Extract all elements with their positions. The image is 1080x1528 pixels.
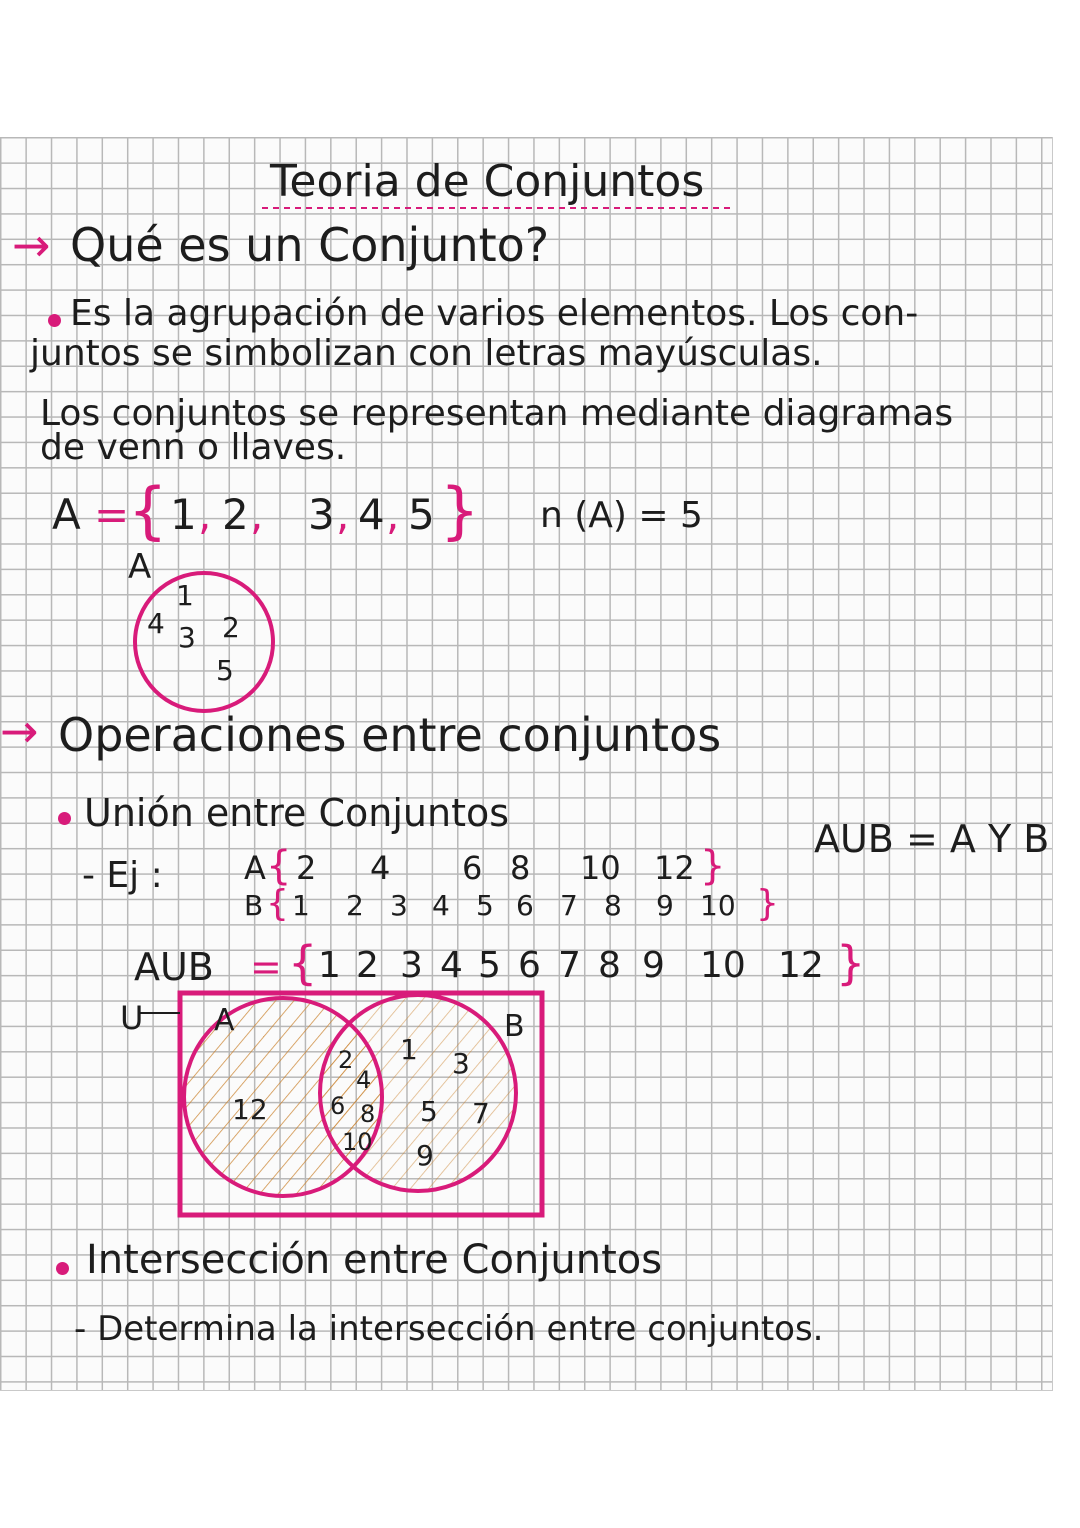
venn-only-b-element: 7 <box>472 1097 490 1130</box>
set-a-element: 5 <box>408 490 435 539</box>
union-set-a-label: A <box>244 849 266 887</box>
set-a-element: 1 <box>170 490 197 539</box>
definition-line-4: de venn o llaves. <box>40 427 347 468</box>
union-set-b-element: 9 <box>656 889 674 922</box>
comma-icon: , <box>198 490 212 539</box>
venn-both-element: 4 <box>356 1066 372 1094</box>
venn-a-element: 5 <box>216 654 234 687</box>
left-brace-icon: { <box>288 936 318 990</box>
definition-line-2: juntos se simbolizan con letras mayúsculas. <box>30 333 823 374</box>
union-set-a-element: 4 <box>370 849 391 887</box>
set-a-element: 4 <box>358 490 385 539</box>
left-brace-icon: { <box>128 474 168 547</box>
union-set-b-element: 6 <box>516 889 534 922</box>
definition-line-1: Es la agrupación de varios elementos. Los con- <box>70 293 919 334</box>
venn-a-element: 2 <box>222 611 240 644</box>
union-heading: Unión entre Conjuntos <box>84 791 510 835</box>
venn-both-element: 10 <box>342 1128 373 1156</box>
union-set-b-element: 10 <box>700 889 736 922</box>
comma-icon: , <box>336 490 350 539</box>
union-definition: AUB = A Y B <box>814 817 1050 861</box>
right-brace-icon: } <box>756 883 779 924</box>
union-result-element: 5 <box>478 945 501 986</box>
venn-b-set-label: B <box>504 1009 525 1044</box>
union-set-b-element: 4 <box>432 889 450 922</box>
union-set-a-element: 8 <box>510 849 531 887</box>
venn-a-element: 3 <box>178 621 196 654</box>
arrow-right-icon: → <box>0 704 39 758</box>
universe-label: U <box>120 999 144 1037</box>
venn-both-element: 8 <box>360 1100 376 1128</box>
set-a-label: A <box>52 490 81 539</box>
comma-icon: , <box>386 490 400 539</box>
set-a-element: 3 <box>308 490 335 539</box>
venn-only-a-element: 12 <box>232 1093 268 1126</box>
definition-line-3: Los conjuntos se representan mediante diagramas <box>40 393 954 434</box>
venn-a-element: 1 <box>176 579 194 612</box>
bullet-icon <box>56 1262 69 1275</box>
union-set-b-label: B <box>244 889 264 922</box>
example-label: - Ej : <box>82 855 163 896</box>
union-result-element: 9 <box>642 945 665 986</box>
right-brace-icon: } <box>440 474 480 547</box>
set-a-element: 2 <box>222 490 249 539</box>
venn-a-set-label: A <box>214 1003 235 1038</box>
union-set-b-element: 1 <box>292 889 310 922</box>
intersection-heading: Intersección entre Conjuntos <box>86 1237 663 1283</box>
union-result-element: 1 <box>318 945 341 986</box>
union-set-a-element: 2 <box>296 849 317 887</box>
venn-both-element: 2 <box>338 1046 354 1074</box>
union-set-b-element: 7 <box>560 889 578 922</box>
union-result-element: 4 <box>440 945 463 986</box>
section2-heading: Operaciones entre conjuntos <box>58 708 722 762</box>
union-result-element: 6 <box>518 945 541 986</box>
page-title: Teoria de Conjuntos <box>270 156 705 207</box>
union-result-element: 3 <box>400 945 423 986</box>
venn-a-element: 4 <box>147 607 165 640</box>
union-result-element: 12 <box>778 945 824 986</box>
venn-only-b-element: 3 <box>452 1047 470 1080</box>
union-set-b-element: 2 <box>346 889 364 922</box>
union-result-element: 10 <box>700 945 746 986</box>
left-brace-icon: { <box>266 843 292 889</box>
section1-heading: Qué es un Conjunto? <box>70 218 550 272</box>
venn-only-b-element: 5 <box>420 1095 438 1128</box>
right-brace-icon: } <box>836 936 866 990</box>
set-a-equals: = <box>94 490 130 539</box>
right-brace-icon: } <box>700 843 726 889</box>
union-set-b-element: 5 <box>476 889 494 922</box>
union-set-b-element: 3 <box>390 889 408 922</box>
cardinality: n (A) = 5 <box>540 495 703 536</box>
union-set-a-element: 6 <box>462 849 483 887</box>
union-result-label: AUB <box>134 945 214 989</box>
union-set-a-element: 12 <box>654 849 695 887</box>
venn-only-b-element: 9 <box>416 1139 434 1172</box>
venn-a-label: A <box>128 547 152 587</box>
equals-icon: = <box>250 945 282 989</box>
comma-icon: , <box>250 490 264 539</box>
union-result-element: 7 <box>558 945 581 986</box>
left-brace-icon: { <box>266 883 289 924</box>
venn-only-b-element: 1 <box>400 1033 418 1066</box>
union-set-b-element: 8 <box>604 889 622 922</box>
intersection-description: - Determina la intersección entre conjuntos. <box>74 1309 824 1349</box>
union-set-a-element: 10 <box>580 849 621 887</box>
venn-both-element: 6 <box>330 1092 346 1120</box>
union-result-element: 8 <box>598 945 621 986</box>
arrow-right-icon: → <box>12 218 51 272</box>
union-result-element: 2 <box>356 945 379 986</box>
